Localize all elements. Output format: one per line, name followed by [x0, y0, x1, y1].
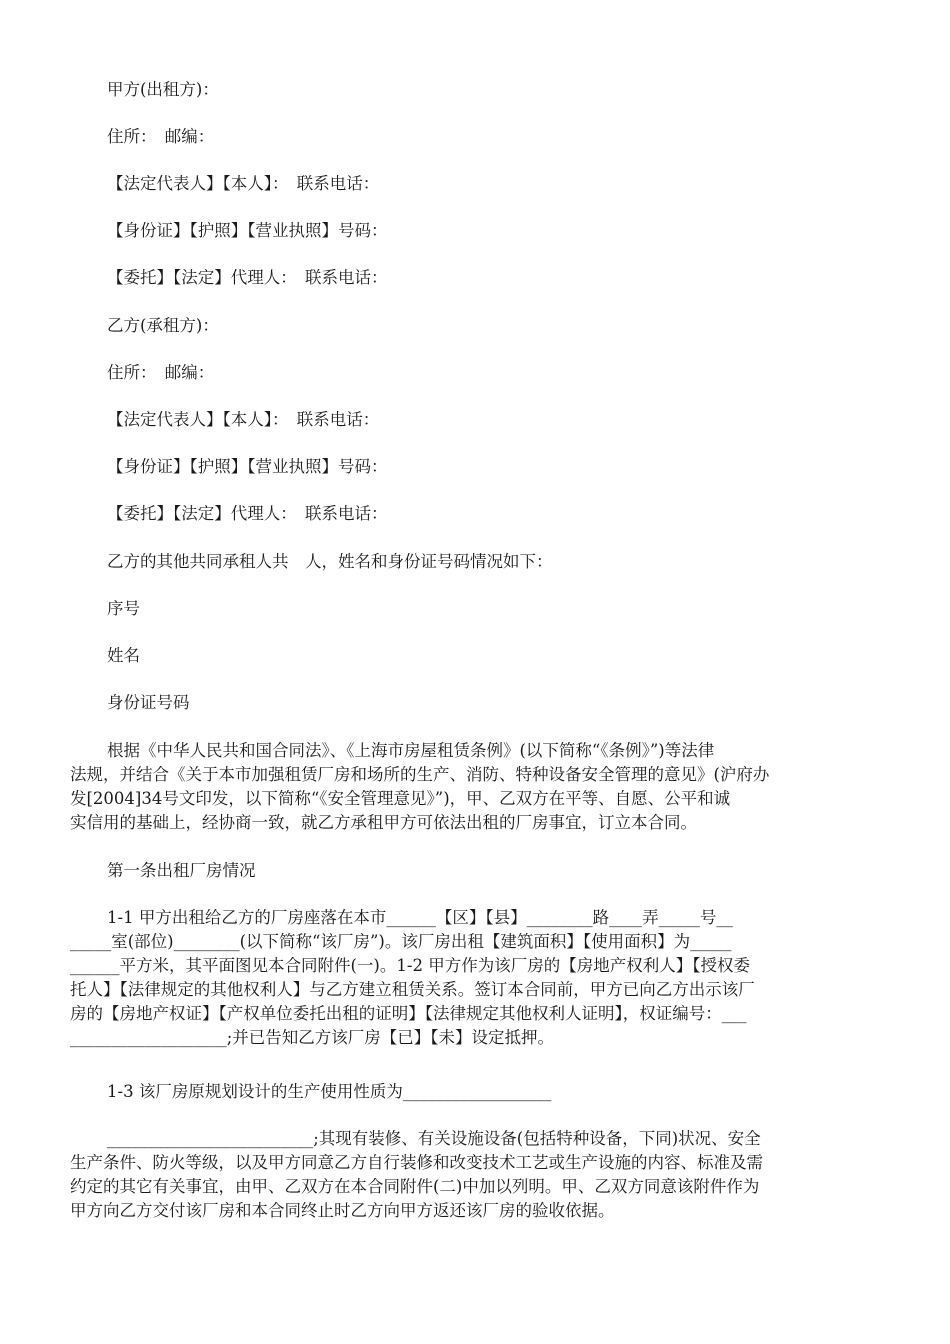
party-a-address: 住所： 邮编： [107, 127, 215, 146]
party-b-id-number: 【身份证】【护照】【营业执照】号码： [107, 457, 388, 476]
article-1-line: 生产条件、防火等级，以及甲方同意乙方自行装修和改变技术工艺或生产设施的内容、标准及需 [70, 1153, 763, 1172]
article-1-heading: 第一条出租厂房情况 [107, 861, 256, 880]
party-b-representative: 【法定代表人】【本人】： 联系电话： [107, 410, 380, 429]
party-b-agent: 【委托】【法定】代理人： 联系电话： [107, 504, 388, 523]
party-b-title: 乙方(承租方)： [107, 316, 219, 335]
party-b-address: 住所： 邮编： [107, 363, 215, 382]
party-a-title: 甲方(出租方)： [107, 80, 219, 99]
preamble-line: 法规，并结合《关于本市加强租赁厂房和场所的生产、消防、特种设备安全管理的意见》(沪府办 [70, 765, 770, 784]
article-1-line: 甲方向乙方交付该厂房和本合同终止时乙方向甲方返还该厂房的验收依据。 [70, 1201, 615, 1220]
article-1-line: _____室(部位)________(以下简称“该厂房”)。该厂房出租【建筑面积】【使用面积】为_____ [70, 932, 732, 951]
co-tenants-col-name: 姓名 [107, 646, 140, 665]
party-a-representative: 【法定代表人】【本人】： 联系电话： [107, 174, 380, 193]
party-a-agent: 【委托】【法定】代理人： 联系电话： [107, 268, 388, 287]
article-1-line: 托人】【法律规定的其他权利人】与乙方建立租赁关系。签订本合同前，甲方已向乙方出示该厂 [70, 980, 755, 999]
co-tenants-intro: 乙方的其他共同承租人共 人，姓名和身份证号码情况如下： [107, 552, 553, 571]
party-a-id-number: 【身份证】【护照】【营业执照】号码： [107, 221, 388, 240]
article-1-line: ______平方米，其平面图见本合同附件(一)。1-2 甲方作为该厂房的【房地产权利人】【授权委 [70, 956, 750, 975]
article-1-line: 约定的其它有关事宜，由甲、乙双方在本合同附件(二)中加以列明。甲、乙双方同意该附件作为 [70, 1177, 760, 1196]
article-1-line: ___________________;并已告知乙方该厂房【已】【未】设定抵押。 [70, 1028, 555, 1047]
preamble-line: 根据《中华人民共和国合同法》、《上海市房屋租赁条例》(以下简称“《条例》”)等法律 [107, 741, 715, 760]
preamble-paragraph [70, 739, 877, 835]
co-tenants-col-id: 身份证号码 [107, 693, 190, 712]
co-tenants-col-no: 序号 [107, 599, 140, 618]
article-1-line: _________________________;其现有装修、有关设施设备(包括特种设备，下同)状况、安全 [107, 1129, 761, 1148]
article-1-paragraph-3 [70, 1127, 877, 1223]
article-1-paragraph-1 [70, 906, 877, 1050]
article-1-line: 房的【房地产权证】【产权单位委托出租的证明】【法律规定其他权利人证明】，权证编号：___ [70, 1004, 747, 1023]
preamble-line: 实信用的基础上，经协商一致，就乙方承租甲方可依法出租的厂房事宜，订立本合同。 [70, 813, 697, 832]
article-1-line: 1-1 甲方出租给乙方的厂房座落在本市______【区】【县】________路____弄_____号__ [107, 908, 733, 927]
preamble-line: 发[2004]34号文印发，以下简称“《安全管理意见》”)，甲、乙双方在平等、自愿、公平和诚 [70, 789, 731, 808]
article-1-usage-nature: 1-3 该厂房原规划设计的生产使用性质为__________________ [107, 1082, 552, 1101]
